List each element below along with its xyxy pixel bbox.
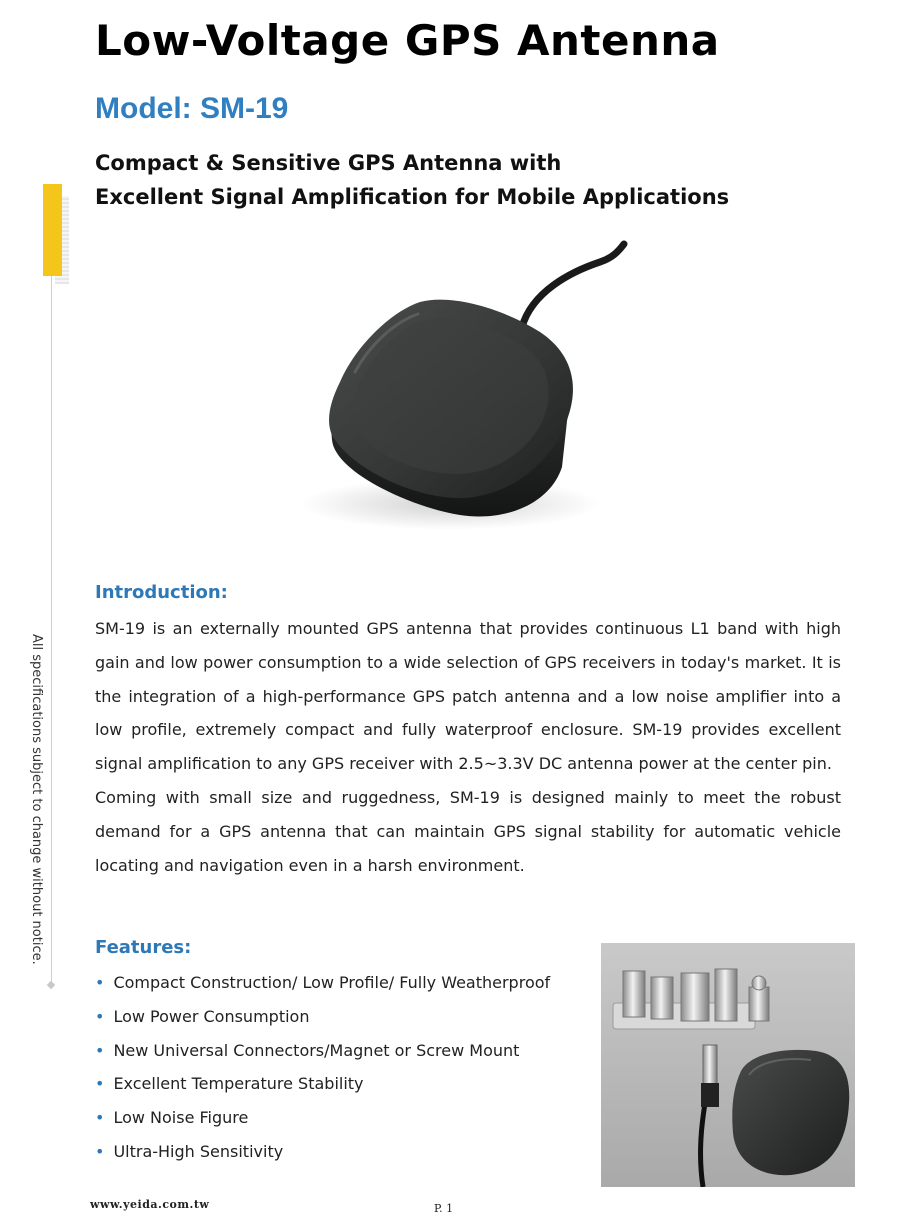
subtitle-line-2: Excellent Signal Amplification for Mobile Applications: [95, 185, 730, 209]
feature-text: New Universal Connectors/Magnet or Screw Mount: [113, 1040, 520, 1060]
bullet-icon: •: [95, 1141, 105, 1161]
list-item: [95, 966, 595, 1000]
bullet-icon: •: [95, 1108, 105, 1128]
list-item: [95, 1101, 595, 1135]
list-item: [95, 1034, 595, 1068]
side-decoration-dot: [47, 981, 55, 989]
introduction-heading: Introduction:: [95, 582, 228, 603]
list-item: [95, 1000, 595, 1034]
list-item: [95, 1067, 595, 1101]
bullet-icon: •: [95, 1006, 105, 1026]
feature-text: Low Power Consumption: [113, 1006, 310, 1026]
model-heading: Model: SM-19: [95, 92, 289, 125]
introduction-paragraph-2: Coming with small size and ruggedness, SM-19 is designed mainly to meet the robust demand for a GPS antenna that can maintain GPS signal stability for automatic vehicle locating and navigation even in a harsh environment.: [95, 787, 841, 875]
side-decoration-line: [51, 276, 52, 984]
antenna-product-image: [300, 232, 650, 542]
footer-url: www.yeida.com.tw: [90, 1198, 210, 1211]
feature-text: Excellent Temperature Stability: [113, 1074, 364, 1094]
side-decoration-bar: [43, 184, 62, 276]
page-number: P. 1: [434, 1202, 454, 1215]
connectors-photo: [601, 943, 855, 1187]
subtitle: [95, 146, 729, 214]
features-list: [95, 966, 595, 1169]
introduction-paragraph-1: SM-19 is an externally mounted GPS antenna that provides continuous L1 band with high gain and low power consumption to a wide selection of GPS receivers in today's market. It is the integration of a high-performance GPS patch antenna and a low noise amplifier into a low profile, extremely compact and fully waterproof enclosure. SM-19 provides excellent signal amplification to any GPS receiver with 2.5~3.3V DC antenna power at the center pin.: [95, 619, 841, 774]
bullet-icon: •: [95, 1074, 105, 1094]
feature-text: Low Noise Figure: [113, 1108, 249, 1128]
introduction-body: [95, 612, 841, 882]
side-disclaimer: All specifications subject to change without notice.: [29, 634, 44, 965]
list-item: [95, 1135, 595, 1169]
features-heading: Features:: [95, 937, 192, 958]
subtitle-line-1: Compact & Sensitive GPS Antenna with: [95, 151, 562, 175]
page-title: Low-Voltage GPS Antenna: [95, 16, 720, 65]
bullet-icon: •: [95, 973, 105, 992]
bullet-icon: •: [95, 1040, 105, 1060]
feature-text: Compact Construction/ Low Profile/ Fully Weatherproof: [113, 973, 551, 992]
feature-text: Ultra-High Sensitivity: [113, 1141, 284, 1161]
